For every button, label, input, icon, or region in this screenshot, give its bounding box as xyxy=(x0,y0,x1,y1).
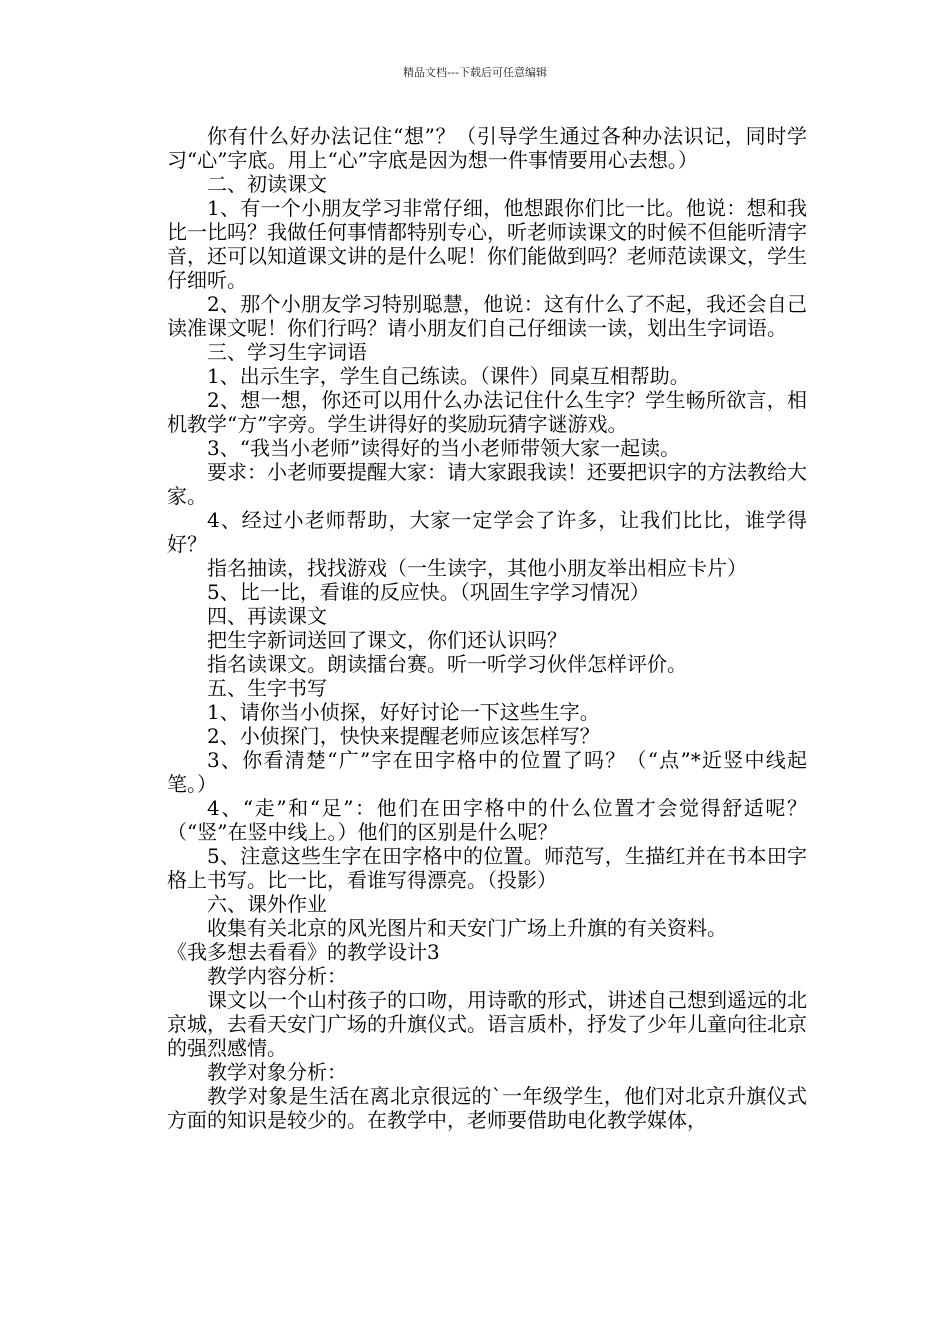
document-body xyxy=(167,124,807,1132)
paragraph: 课文以一个山村孩子的口吻，用诗歌的形式，讲述自己想到遥远的北京城，去看天安门广场的升旗仪式。语言质朴，抒发了少年儿童向往北京的强烈感情。 xyxy=(167,988,807,1060)
paragraph: 2、那个小朋友学习特别聪慧，他说：这有什么了不起，我还会自己读准课文呢！你们行吗？请小朋友们自己仔细读一读，划出生字词语。 xyxy=(167,292,807,340)
section-heading: 教学内容分析： xyxy=(207,964,347,988)
section-heading: 六、课外作业 xyxy=(207,892,327,916)
section-heading: 教学对象分析： xyxy=(207,1060,347,1084)
paragraph: 把生字新词送回了课文，你们还认识吗？ xyxy=(207,628,567,652)
document-title: 《我多想去看看》的教学设计3 xyxy=(167,940,440,964)
paragraph: 2、想一想，你还可以用什么办法记住什么生字？学生畅所欲言，相机教学“方”字旁。学生讲得好的奖励玩猜字谜游戏。 xyxy=(167,388,807,436)
section-heading: 五、生字书写 xyxy=(207,676,327,700)
paragraph: 5、比一比，看谁的反应快。（巩固生字学习情况） xyxy=(207,580,650,604)
paragraph: 3、你看清楚“广”字在田字格中的位置了吗？（“点”*近竖中线起笔。） xyxy=(167,748,807,796)
paragraph: 3、“我当小老师”读得好的当小老师带领大家一起读。 xyxy=(207,436,681,460)
paragraph: 2、小侦探门，快快来提醒老师应该怎样写？ xyxy=(207,724,600,748)
paragraph: 1、有一个小朋友学习非常仔细，他想跟你们比一比。他说：想和我比一比吗？我做任何事情都特别专心，听老师读课文的时候不但能听清字音，还可以知道课文讲的是什么呢！你们能做到吗？老师范读课文，学生仔细听。 xyxy=(167,196,807,292)
paragraph: 要求：小老师要提醒大家：请大家跟我读！还要把识字的方法教给大家。 xyxy=(167,460,807,508)
section-heading: 二、初读课文 xyxy=(207,172,327,196)
paragraph: 你有什么好办法记住“想”？（引导学生通过各种办法识记，同时学习“心”字底。用上“心”字底是因为想一件事情要用心去想。） xyxy=(167,124,807,172)
paragraph: 指名抽读，找找游戏（一生读字，其他小朋友举出相应卡片） xyxy=(207,556,747,580)
paragraph: 5、注意这些生字在田字格中的位置。师范写，生描红并在书本田字格上书写。比一比，看谁写得漂亮。（投影） xyxy=(167,844,807,892)
paragraph: 指名读课文。朗读擂台赛。听一听学习伙伴怎样评价。 xyxy=(207,652,687,676)
page-header: 精品文档---下载后可任意编辑 xyxy=(403,66,547,79)
paragraph: 1、出示生字，学生自己练读。（课件）同桌互相帮助。 xyxy=(207,364,690,388)
paragraph: 4、“走”和“足”：他们在田字格中的什么位置才会觉得舒适呢？（“竖”在竖中线上。）他们的区别是什么呢？ xyxy=(167,796,807,844)
section-heading: 三、学习生字词语 xyxy=(207,340,367,364)
section-heading: 四、再读课文 xyxy=(207,604,327,628)
paragraph: 4、经过小老师帮助，大家一定学会了许多，让我们比比，谁学得好？ xyxy=(167,508,807,556)
paragraph: 收集有关北京的风光图片和天安门广场上升旗的有关资料。 xyxy=(207,916,727,940)
paragraph: 1、请你当小侦探，好好讨论一下这些生字。 xyxy=(207,700,600,724)
paragraph: 教学对象是生活在离北京很远的`一年级学生，他们对北京升旗仪式方面的知识是较少的。在教学中，老师要借助电化教学媒体， xyxy=(167,1084,807,1132)
